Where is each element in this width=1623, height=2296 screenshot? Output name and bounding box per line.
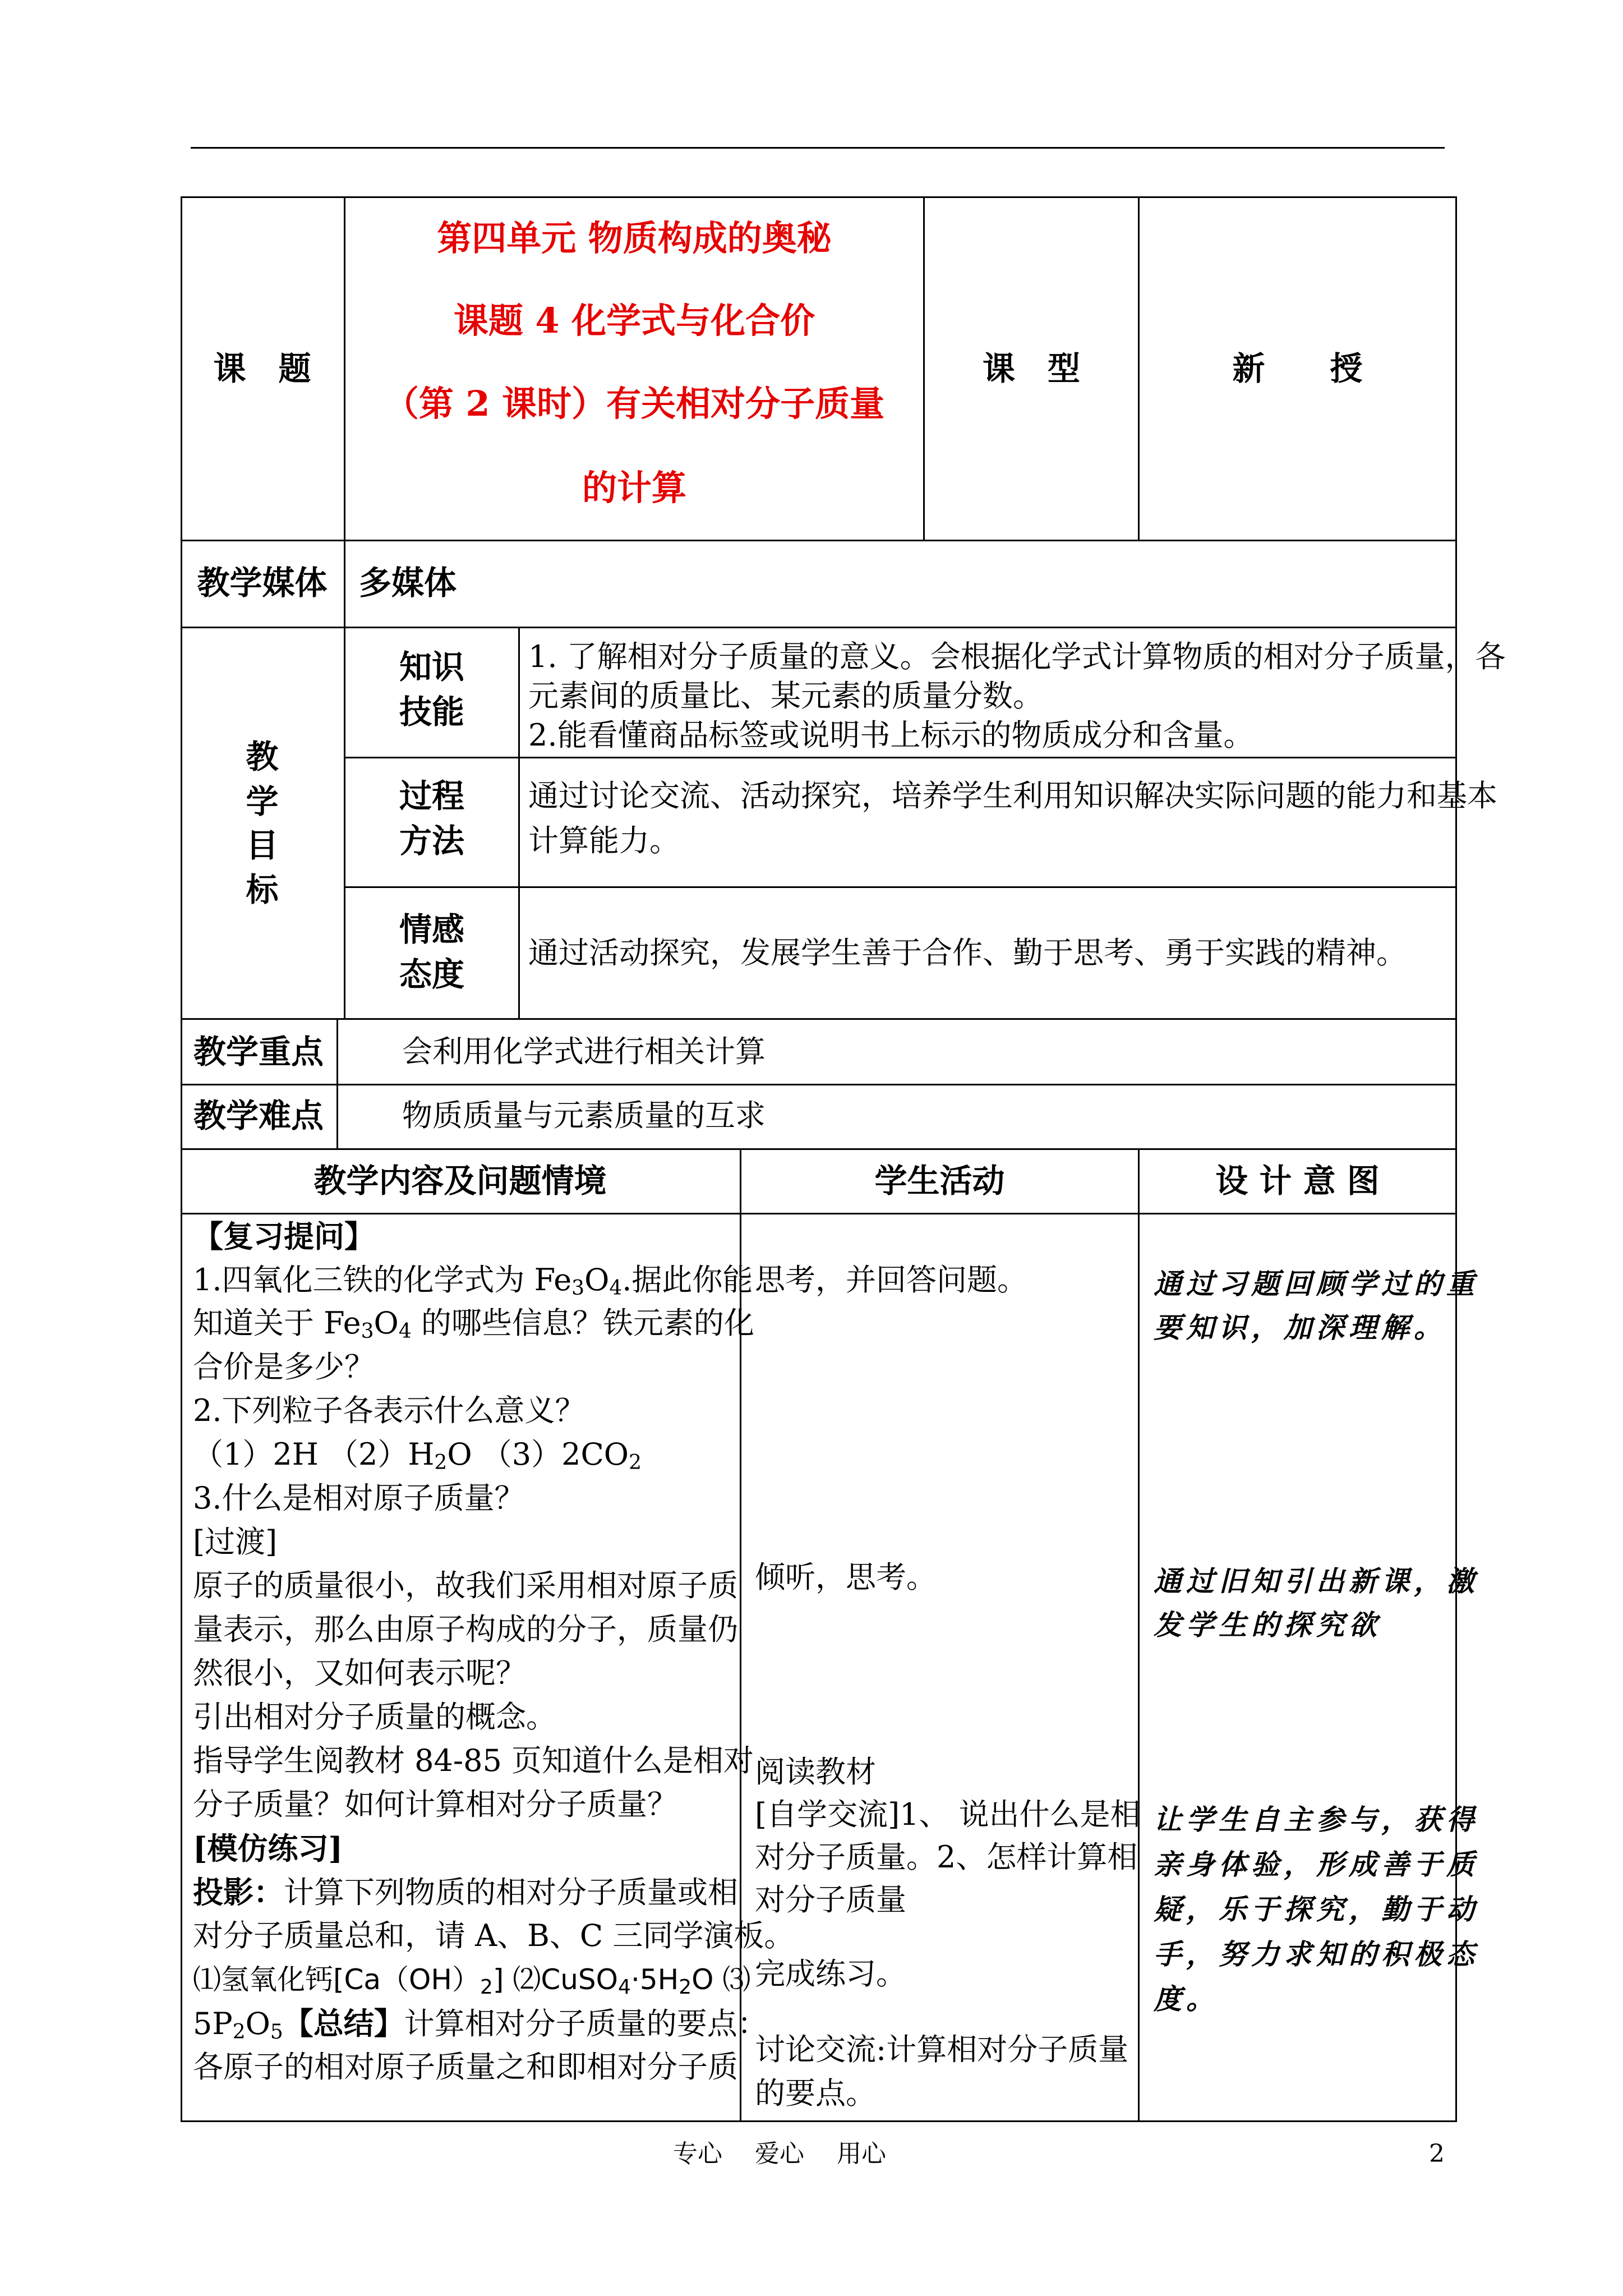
question-1: 知道关于 $Fe_3O_4$ 的哪些信息？铁元素的化 [193,1305,754,1343]
goals-label-char: 目 [246,826,279,864]
formula-line: ⑴氢氧化钙$[Ca(OH)_2]$ $⑵CuSO_4\cdot 5H_2O$ ⑶ [193,1963,751,1999]
intent-text: 通过旧知引出新课，激 [1154,1565,1479,1598]
question-1: 1.四氧化三铁的化学式为 $Fe_3O_4$.据此你能 [193,1262,753,1300]
activity-text: 对分子质量 [755,1882,906,1917]
media-label: 教学媒体 [197,564,328,602]
transition-label: [过渡] [193,1524,278,1559]
col-divider [336,1018,338,1148]
intent-text: 亲身体验，形成善于质 [1154,1848,1479,1881]
type-label: 课 型 [982,349,1080,388]
border-top [181,196,1457,198]
projection-line: 对分子质量总和，请 A、B、C 三同学演板。 [193,1918,795,1953]
activity-text: [自学交流]1、 说出什么是相 [755,1797,1141,1832]
lesson-plan-table [181,196,1506,2122]
goal-text-process: 通过讨论交流、活动探究，培养学生利用知识解决实际问题的能力和基本 [528,778,1497,813]
header-intent: 设 计 意 图 [1215,1162,1380,1200]
activity-text: 对分子质量。2、怎样计算相 [755,1839,1138,1875]
topic-title-line-3: （第 2 课时）有关相对分子质量 [384,383,885,424]
col-divider [1138,1148,1140,2122]
activity-text: 讨论交流:计算相对分子质量 [755,2032,1129,2067]
key-point-value: 会利用化学式进行相关计算 [402,1034,766,1069]
intent-text: 发学生的探究欲 [1154,1609,1381,1641]
content-paragraph: 引出相对分子质量的概念。 [193,1699,556,1734]
difficulty-label: 教学难点 [193,1097,324,1135]
content-paragraph: 然很小，又如何表示呢？ [193,1655,526,1691]
question-2-items: （1）2H $(2)H_2O$ $(3)2CO_2$ [193,1437,642,1474]
topic-title-line-2: 课题 4 化学式与化合价 [453,300,815,341]
row-divider [181,540,1457,541]
border-bottom [181,2120,1457,2122]
content-paragraph: 原子的质量很小，故我们采用相对原子质 [193,1568,738,1603]
row-divider [181,1148,1457,1150]
difficulty-value: 物质质量与元素质量的互求 [402,1098,766,1133]
goal-label-attitude: 情感 [399,910,464,949]
goal-label-attitude: 态度 [399,955,464,993]
row-divider [181,1084,1457,1085]
media-value: 多媒体 [359,564,457,602]
row-divider [181,1018,1457,1020]
goals-label-char: 学 [246,783,279,821]
review-heading: 【复习提问】 [193,1218,375,1254]
projection-line: 投影：计算下列物质的相对分子质量或相 [193,1874,738,1910]
activity-text: 思考，并回答问题。 [755,1262,1027,1297]
goal-label-process: 过程 [399,777,464,815]
content-paragraph: 分子质量？如何计算相对分子质量？ [193,1787,677,1822]
goal-label-process: 方法 [399,822,464,860]
key-point-label: 教学重点 [193,1033,324,1071]
goals-label-char: 标 [246,871,279,909]
footer-motto: 专心 爱心 用心 [673,2139,886,2168]
question-2: 2.下列粒子各表示什么意义？ [193,1393,585,1428]
summary-line: 各原子的相对原子质量之和即相对分子质 [193,2049,738,2085]
activity-text: 完成练习。 [755,1956,906,1991]
activity-text: 的要点。 [755,2076,876,2111]
goal-label-knowledge: 知识 [399,648,464,686]
goal-text-knowledge: 2.能看懂商品标签或说明书上标示的物质成分和含量。 [528,717,1254,753]
intent-text: 手，努力求知的积极态 [1154,1938,1479,1971]
intent-text: 度。 [1154,1983,1219,2016]
header-activities: 学生活动 [874,1162,1005,1200]
topic-title-line-4: 的计算 [582,467,686,508]
content-paragraph: 指导学生阅教材 84-85 页知道什么是相对 [193,1743,754,1778]
header-content: 教学内容及问题情境 [313,1162,607,1200]
activity-text: 倾听，思考。 [755,1559,937,1595]
row-divider [344,886,1457,888]
topic-label: 课 题 [213,349,311,388]
intent-text: 让学生自主参与，获得 [1154,1803,1479,1836]
type-value: 新 授 [1232,349,1363,388]
goal-text-knowledge: 1. 了解相对分子质量的意义。会根据化学式计算物质的相对分子质量，各 [528,639,1506,674]
intent-text: 疑，乐于探究，勤于动 [1154,1893,1479,1926]
goals-label-char: 教 [246,738,279,776]
summary-line: $5P_2O_5$【总结】计算相对分子质量的要点： [193,2005,768,2044]
goal-label-knowledge: 技能 [399,693,464,731]
header-rule [191,147,1445,149]
activity-text: 阅读教材 [755,1754,876,1789]
topic-title-line-1: 第四单元 物质构成的奥秘 [437,218,832,259]
goal-text-process: 计算能力。 [528,823,680,858]
row-divider [181,627,1457,628]
intent-text: 要知识，加深理解。 [1154,1312,1446,1344]
page-number: 2 [1429,2139,1445,2168]
content-paragraph: 量表示，那么由原子构成的分子，质量仍 [193,1612,738,1647]
goal-text-knowledge: 元素间的质量比、某元素的质量分数。 [528,678,1043,714]
goal-text-attitude: 通过活动探究，发展学生善于合作、勤于思考、勇于实践的精神。 [528,935,1407,970]
intent-text: 通过习题回顾学过的重 [1154,1268,1479,1300]
question-1: 合价是多少？ [193,1349,375,1384]
practice-heading: [模仿练习] [193,1830,343,1866]
col-divider [518,627,520,1018]
question-3: 3.什么是相对原子质量？ [193,1480,525,1516]
